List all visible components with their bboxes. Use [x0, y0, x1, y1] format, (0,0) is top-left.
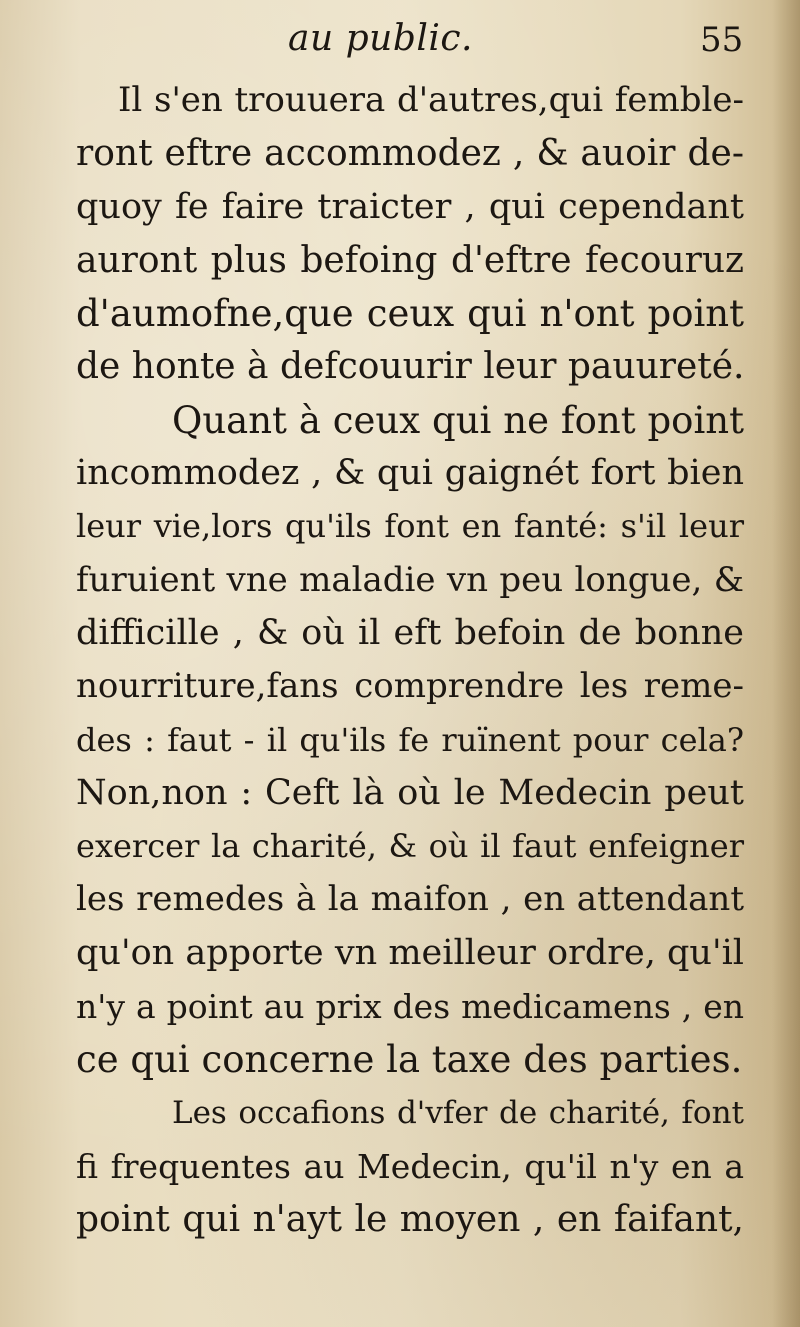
text-line: furuient vne maladie vn peu longue, &: [76, 559, 744, 600]
text-line: les remedes à la maifon , en attendant: [76, 879, 744, 920]
text-line: des : faut - il qu'ils fe ruïnent pour cela?: [76, 720, 744, 759]
body-text: [76, 74, 744, 1247]
text-line: auront plus befoing d'eftre fecouruz: [76, 239, 744, 281]
text-line: exercer la charité, & où il faut enfeigner: [76, 827, 744, 866]
text-line: Quant à ceux qui ne font point: [172, 398, 744, 442]
text-line: nourriture,fans comprendre les reme-: [76, 666, 744, 707]
text-line: d'aumofne,que ceux qui n'ont point: [76, 292, 744, 336]
text-line: leur vie,lors qu'ils font en fanté: s'il leur: [76, 507, 744, 546]
running-head: au public.: [288, 18, 473, 59]
text-line: n'y a point au prix des medicamens , en: [76, 987, 744, 1027]
page-header: [0, 14, 800, 66]
text-line: fi frequentes au Medecin, qu'il n'y en a: [76, 1146, 744, 1186]
text-line: de honte à defcouurir leur pauureté.: [76, 346, 745, 388]
text-line: point qui n'ayt le moyen , en faifant,: [76, 1199, 744, 1241]
text-line: ce qui concerne la taxe des parties.: [76, 1038, 743, 1082]
text-line: incommodez , & qui gaignét fort bien: [76, 453, 744, 494]
text-line: Les occafions d'vfer de charité, font: [172, 1094, 744, 1131]
text-line: qu'on apporte vn meilleur ordre, qu'il: [76, 932, 744, 973]
text-line: Non,non : Ceft là où le Medecin peut: [76, 772, 744, 813]
text-line: difficille , & où il eft befoin de bonne: [76, 612, 744, 653]
text-line: Il s'en trouuera d'autres,qui femble-: [118, 80, 744, 120]
text-line: quoy fe faire traicter , qui cependant: [76, 186, 744, 227]
page-number: 55: [700, 20, 744, 60]
text-line: ront eftre accommodez , & auoir de-: [76, 133, 744, 175]
